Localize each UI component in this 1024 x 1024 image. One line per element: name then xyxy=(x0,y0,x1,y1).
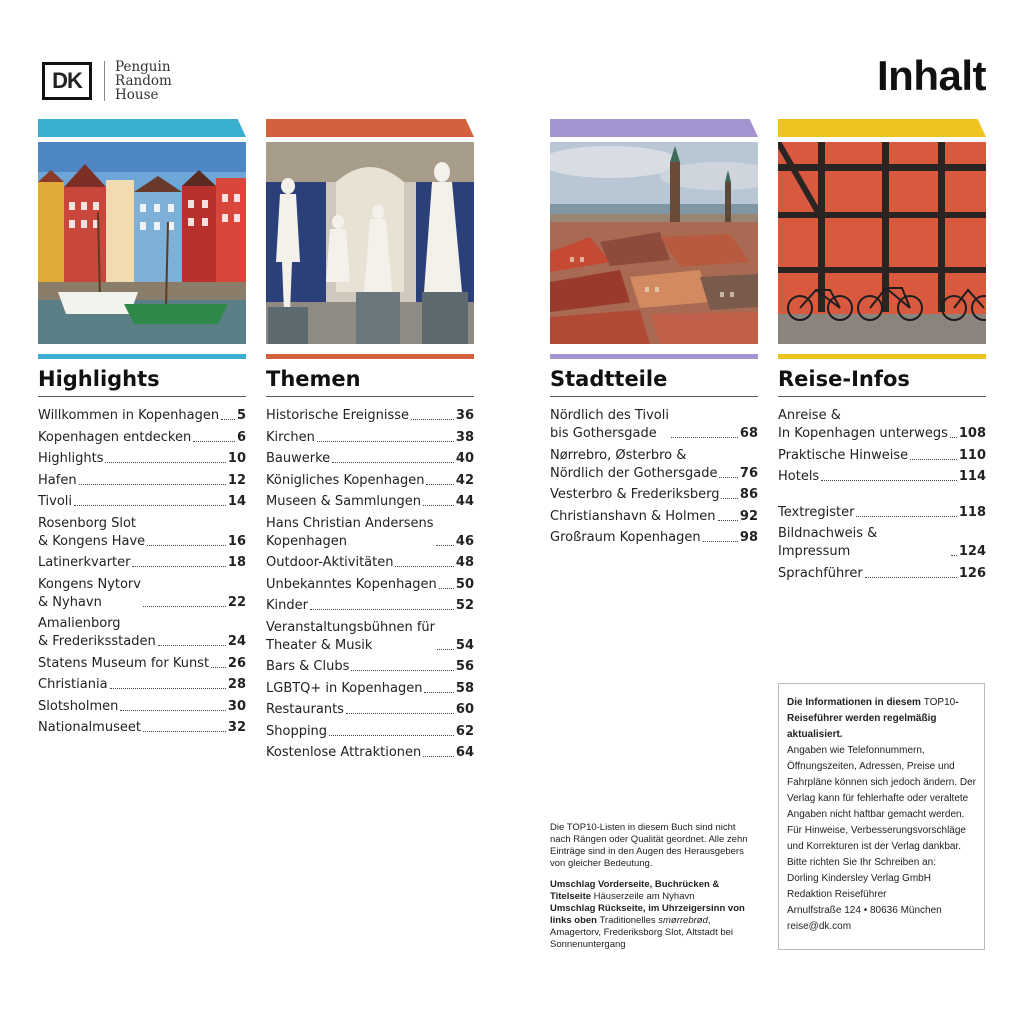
color-tab xyxy=(38,119,246,137)
toc-entry[interactable] xyxy=(266,658,474,676)
toc-entry[interactable] xyxy=(778,447,986,465)
leader-dots xyxy=(143,731,226,732)
page-number: 114 xyxy=(958,469,986,484)
toc-list xyxy=(266,407,474,762)
entry-text: Kostenlose Attraktionen xyxy=(266,745,422,760)
entry-text: Willkommen in Kopenhagen xyxy=(38,408,220,423)
toc-entry[interactable] xyxy=(266,744,474,762)
update-info-box xyxy=(778,683,985,950)
entry-text: Christianshavn & Holmen xyxy=(550,508,716,524)
entry-text: Restaurants xyxy=(266,702,344,717)
color-tab xyxy=(266,119,474,137)
entry-text: Latinerkvarter xyxy=(38,555,131,570)
leader-dots xyxy=(110,688,226,689)
toc-list xyxy=(778,407,986,583)
entry-text: Statens Museum for Kunst xyxy=(38,655,210,671)
entry-text: Hans Christian Andersens Kopenhagen xyxy=(266,515,434,549)
toc-entry[interactable] xyxy=(266,472,474,490)
color-tab xyxy=(550,119,758,137)
page-number: 56 xyxy=(455,659,474,674)
page-number: 54 xyxy=(455,637,474,653)
page-number: 68 xyxy=(739,426,758,441)
leader-dots xyxy=(143,606,226,607)
page-number: 86 xyxy=(739,487,758,502)
top10-note xyxy=(550,822,750,960)
toc-entry[interactable] xyxy=(266,429,474,447)
leader-dots xyxy=(910,459,957,460)
toc-entry[interactable] xyxy=(38,719,246,737)
page-number: 46 xyxy=(455,533,474,549)
info-body: Angaben wie Telefonnummern, Öffnungszeiten, Adressen, Preise und Fahrpläne können sich jedoch ändern. Der Verlag kann für fehlerhafte oder veraltete Angaben nicht haftbar gemacht werden. Für Hinweise, Verbesserungsvorschläge und Korrekturen ist der Verlag dankbar. Bitte richten Sie Ihr Schreiben an: xyxy=(787,745,977,868)
spacer xyxy=(778,490,986,504)
column-highlights xyxy=(38,119,246,741)
entry-text: Highlights xyxy=(38,451,104,466)
toc-entry[interactable] xyxy=(266,576,474,594)
entry-text: Nördlich des Tivoli bis Gothersgade xyxy=(550,408,669,441)
leader-dots xyxy=(439,588,454,589)
section-title: Reise-Infos xyxy=(778,367,910,391)
leader-dots xyxy=(310,609,454,610)
toc-entry[interactable] xyxy=(550,447,758,483)
entry-text: Tivoli xyxy=(38,494,73,509)
page-number: 18 xyxy=(227,555,246,570)
leader-dots xyxy=(856,516,956,517)
toc-entry[interactable] xyxy=(778,565,986,583)
cover-front-label: Umschlag Vorderseite, Buchrücken & Titelseite xyxy=(550,879,720,902)
toc-entry[interactable] xyxy=(778,504,986,522)
toc-entry[interactable] xyxy=(266,597,474,615)
toc-entry[interactable] xyxy=(38,676,246,694)
leader-dots xyxy=(74,505,226,506)
leader-dots xyxy=(950,437,957,438)
toc-entry[interactable] xyxy=(38,450,246,468)
page-number: 16 xyxy=(227,533,246,549)
info-heading-text: Die Informationen in diesem xyxy=(787,697,924,708)
leader-dots xyxy=(193,441,235,442)
page-number: 52 xyxy=(455,598,474,613)
section-rule xyxy=(550,396,758,397)
leader-dots xyxy=(436,545,454,546)
toc-entry[interactable] xyxy=(38,576,246,612)
address-line: Redaktion Reiseführer xyxy=(787,889,887,900)
note-paragraph: Die TOP10-Listen in diesem Buch sind nicht nach Rängen oder Qualität geordnet. Alle zehn Einträge sind in den Augen des Herausgebers von gleicher Bedeutung. xyxy=(550,822,748,869)
leader-dots xyxy=(221,419,235,420)
entry-text: Outdoor-Aktivitäten xyxy=(266,555,394,570)
toc-entry[interactable] xyxy=(38,515,246,551)
entry-text: Christiania xyxy=(38,677,108,692)
sculpture-gallery-photo xyxy=(266,142,474,344)
cover-credits xyxy=(550,879,750,951)
page-number: 26 xyxy=(227,655,246,671)
toc-entry[interactable] xyxy=(778,407,986,443)
entry-text: Kopenhagen entdecken xyxy=(38,429,192,445)
toc-entry[interactable] xyxy=(266,723,474,741)
leader-dots xyxy=(703,541,738,542)
toc-entry[interactable] xyxy=(266,680,474,698)
entry-text: Shopping xyxy=(266,723,328,739)
leader-dots xyxy=(79,484,226,485)
toc-entry[interactable] xyxy=(266,450,474,468)
leader-dots xyxy=(951,555,957,556)
leader-dots xyxy=(332,462,454,463)
section-rule xyxy=(778,396,986,397)
leader-dots xyxy=(346,713,454,714)
leader-dots xyxy=(351,670,454,671)
leader-dots xyxy=(120,710,226,711)
leader-dots xyxy=(395,566,453,567)
toc-list xyxy=(550,407,758,547)
page-number: 22 xyxy=(227,594,246,610)
page-number: 6 xyxy=(236,429,246,445)
toc-entry[interactable] xyxy=(38,698,246,716)
page-number: 36 xyxy=(455,408,474,423)
leader-dots xyxy=(317,441,454,442)
info-heading-top10: TOP10 xyxy=(923,697,956,708)
page-number: 32 xyxy=(227,720,246,735)
page-number: 42 xyxy=(455,472,474,488)
entry-text: Hotels xyxy=(778,469,820,484)
cover-back-text: Traditionelles xyxy=(596,915,659,926)
cover-front-text: Häuserzeile am Nyhavn xyxy=(591,891,695,902)
page-number: 110 xyxy=(958,447,986,463)
email-link[interactable]: reise@dk.com xyxy=(787,921,852,932)
toc-entry[interactable] xyxy=(778,525,986,561)
page-number: 5 xyxy=(236,408,246,423)
page-number: 44 xyxy=(455,494,474,509)
toc-entry[interactable] xyxy=(266,515,474,551)
leader-dots xyxy=(721,498,737,499)
page-number: 48 xyxy=(455,555,474,570)
entry-text: Hafen xyxy=(38,472,77,488)
section-rule xyxy=(38,396,246,397)
toc-entry[interactable] xyxy=(38,655,246,673)
leader-dots xyxy=(671,437,738,438)
entry-text: Sprachführer xyxy=(778,565,863,581)
page-number: 62 xyxy=(455,723,474,739)
entry-text: Textregister xyxy=(778,504,855,520)
page-number: 60 xyxy=(455,702,474,717)
leader-dots xyxy=(423,505,454,506)
toc-entry[interactable] xyxy=(550,529,758,547)
color-underbar xyxy=(550,354,758,359)
leader-dots xyxy=(105,462,225,463)
toc-entry[interactable] xyxy=(266,619,474,655)
leader-dots xyxy=(821,480,957,481)
toc-entry[interactable] xyxy=(266,407,474,425)
leader-dots xyxy=(719,477,737,478)
leader-dots xyxy=(147,545,226,546)
toc-entry[interactable] xyxy=(38,407,246,425)
entry-text: Unbekanntes Kopenhagen xyxy=(266,576,437,592)
leader-dots xyxy=(718,520,738,521)
leader-dots xyxy=(437,649,454,650)
section-title: Themen xyxy=(266,367,361,391)
city-rooftops-photo xyxy=(550,142,758,344)
section-title: Highlights xyxy=(38,367,160,391)
color-tab xyxy=(778,119,986,137)
bicycles-wall-photo xyxy=(778,142,986,344)
entry-text: Nationalmuseet xyxy=(38,720,141,735)
leader-dots xyxy=(132,566,225,567)
leader-dots xyxy=(211,667,226,668)
page-title: Inhalt xyxy=(877,52,986,99)
publisher-line: House xyxy=(115,87,159,103)
page-number: 14 xyxy=(227,494,246,509)
color-underbar xyxy=(266,354,474,359)
leader-dots xyxy=(158,645,226,646)
page-number: 64 xyxy=(455,745,474,760)
toc-entry[interactable] xyxy=(550,508,758,526)
publisher-name xyxy=(115,60,172,102)
cover-back-label: Umschlag Rückseite, im Uhrzeigersinn von links oben xyxy=(550,903,745,926)
info-heading xyxy=(787,695,976,743)
toc-entry[interactable] xyxy=(38,554,246,572)
page-number: 30 xyxy=(227,698,246,714)
entry-text: Königliches Kopenhagen xyxy=(266,472,425,488)
publisher-line: Penguin xyxy=(115,59,171,75)
toc-entry[interactable] xyxy=(550,407,758,443)
entry-text: Rosenborg Slot & Kongens Have xyxy=(38,515,146,549)
entry-text: Kongens Nytorv & Nyhavn xyxy=(38,576,141,610)
toc-entry[interactable] xyxy=(550,486,758,504)
column-reise-infos xyxy=(778,119,986,586)
entry-text: Kinder xyxy=(266,598,308,613)
leader-dots xyxy=(411,419,454,420)
leader-dots xyxy=(329,735,454,736)
page-number: 12 xyxy=(227,472,246,488)
column-themen xyxy=(266,119,474,766)
nyhavn-harbor-photo xyxy=(38,142,246,344)
color-underbar xyxy=(38,354,246,359)
page-number: 92 xyxy=(739,508,758,524)
page-number: 126 xyxy=(958,565,986,581)
cover-back-italic: smørrebrød xyxy=(658,915,708,926)
entry-text: Vesterbro & Frederiksberg xyxy=(550,487,720,502)
publisher-line: Random xyxy=(115,73,172,89)
page-number: 98 xyxy=(739,530,758,545)
page-number: 58 xyxy=(455,680,474,696)
cover-back-text: , Amagertorv, Frederiksborg Slot, Altstadt bei Sonnenuntergang xyxy=(550,915,734,950)
entry-text: Bars & Clubs xyxy=(266,659,350,674)
entry-text: Kirchen xyxy=(266,429,315,445)
info-heading-text: -Reiseführer werden regelmäßig aktualisiert. xyxy=(787,697,959,740)
column-stadtteile xyxy=(550,119,758,551)
entry-text: Slotsholmen xyxy=(38,698,119,714)
entry-text: Amalienborg & Frederiksstaden xyxy=(38,616,156,649)
logo-divider xyxy=(104,61,105,101)
toc-entry[interactable] xyxy=(266,701,474,719)
toc-entry[interactable] xyxy=(266,554,474,572)
color-underbar xyxy=(778,354,986,359)
toc-entry[interactable] xyxy=(38,615,246,651)
page-number: 50 xyxy=(455,576,474,592)
entry-text: Anreise & In Kopenhagen unterwegs xyxy=(778,408,948,441)
toc-entry[interactable] xyxy=(38,493,246,511)
page-number: 108 xyxy=(958,426,986,441)
leader-dots xyxy=(865,577,957,578)
page-number: 40 xyxy=(455,451,474,466)
entry-text: Historische Ereignisse xyxy=(266,408,409,423)
toc-list xyxy=(38,407,246,737)
address-line: Dorling Kindersley Verlag GmbH xyxy=(787,873,931,884)
dk-logo xyxy=(42,60,172,102)
entry-text: Großraum Kopenhagen xyxy=(550,530,701,545)
page-number: 10 xyxy=(227,451,246,466)
page-number: 24 xyxy=(227,634,246,649)
page-number: 76 xyxy=(739,465,758,481)
leader-dots xyxy=(426,484,453,485)
page-number: 124 xyxy=(958,544,986,559)
dk-logo-mark: DK xyxy=(42,62,92,100)
toc-entry[interactable] xyxy=(778,468,986,486)
entry-text: Praktische Hinweise xyxy=(778,447,909,463)
entry-text: Veranstaltungsbühnen für Theater & Musik xyxy=(266,619,435,653)
section-rule xyxy=(266,396,474,397)
address-line: Arnulfstraße 124 • 80636 München xyxy=(787,905,942,916)
section-title: Stadtteile xyxy=(550,367,668,391)
toc-entry[interactable] xyxy=(38,429,246,447)
leader-dots xyxy=(423,756,454,757)
page-number: 118 xyxy=(958,504,986,520)
entry-text: Bildnachweis & Impressum xyxy=(778,526,878,559)
entry-text: Bauwerke xyxy=(266,451,331,466)
toc-entry[interactable] xyxy=(38,472,246,490)
entry-text: Nørrebro, Østerbro & Nördlich der Gothersgade xyxy=(550,447,718,481)
entry-text: Museen & Sammlungen xyxy=(266,494,421,509)
page-number: 28 xyxy=(227,677,246,692)
page-number: 38 xyxy=(455,429,474,445)
entry-text: LGBTQ+ in Kopenhagen xyxy=(266,680,423,696)
leader-dots xyxy=(424,692,453,693)
toc-entry[interactable] xyxy=(266,493,474,511)
